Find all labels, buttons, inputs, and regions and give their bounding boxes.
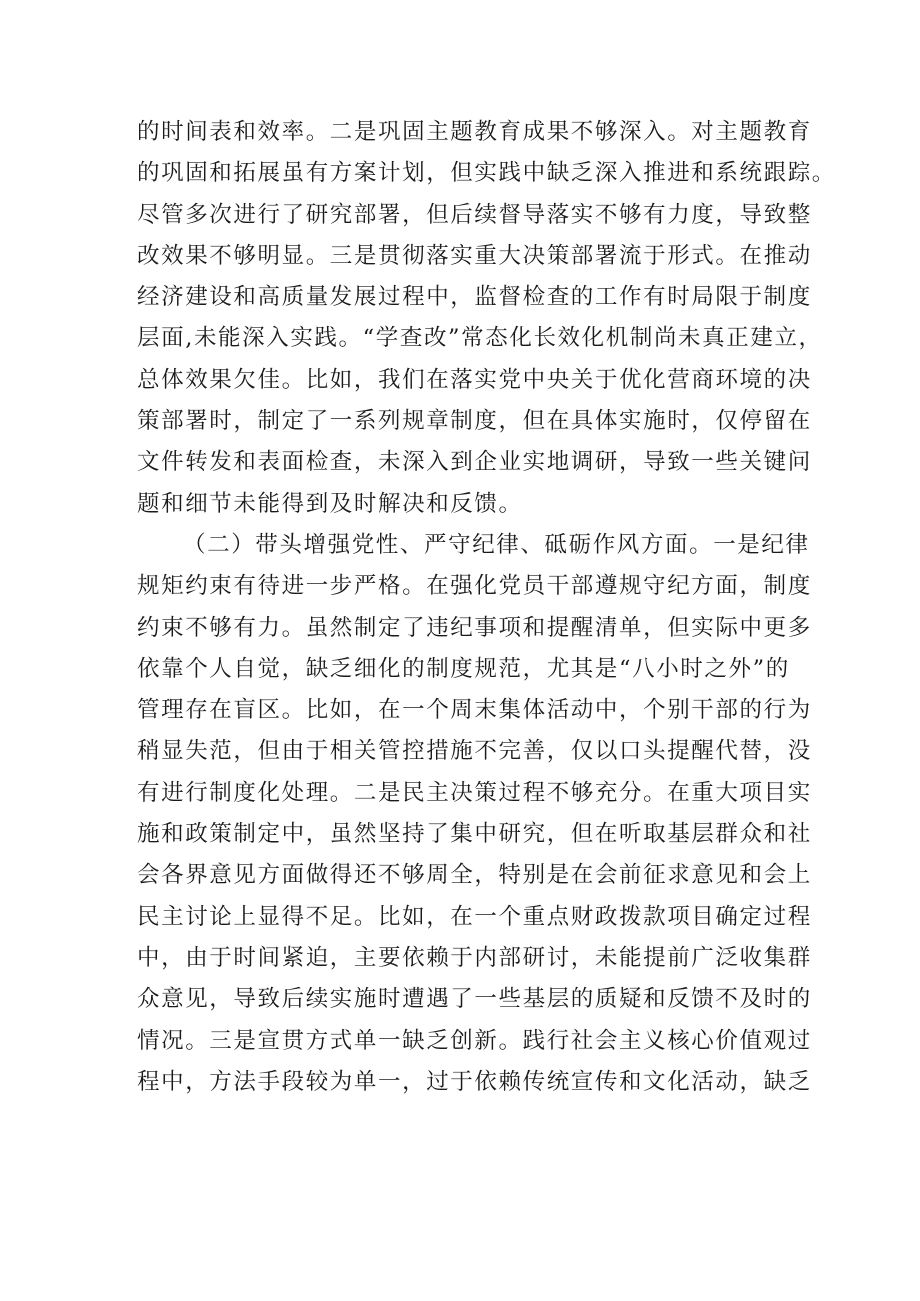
text-line: 会各界意见方面做得还不够周全，特别是在会前征求意见和会上 xyxy=(137,862,812,889)
text-line: 层面,未能深入实践。“学查改”常态化长效化机制尚未真正建立， xyxy=(137,325,823,352)
body-text xyxy=(137,112,836,1103)
text-line: 民主讨论上显得不足。比如，在一个重点财政拨款项目确定过程 xyxy=(137,903,812,930)
text-line: 约束不够有力。虽然制定了违纪事项和提醒清单，但实际中更多 xyxy=(137,614,812,641)
text-line: 文件转发和表面检查，未深入到企业实地调研，导致一些关键问 xyxy=(137,449,812,476)
text-line: 改效果不够明显。三是贯彻落实重大决策部署流于形式。在推动 xyxy=(137,242,812,269)
text-line: 众意见，导致后续实施时遭遇了一些基层的质疑和反馈不及时的 xyxy=(137,986,812,1013)
text-line: 规矩约束有待进一步严格。在强化党员干部遵规守纪方面，制度 xyxy=(137,573,812,600)
text-line: 的时间表和效率。二是巩固主题教育成果不够深入。对主题教育 xyxy=(137,119,812,145)
text-line: 的巩固和拓展虽有方案计划，但实践中缺乏深入推进和系统跟踪。 xyxy=(137,160,836,187)
text-line: 经济建设和高质量发展过程中，监督检查的工作有时局限于制度 xyxy=(137,284,812,311)
text-line: 依靠个人自觉，缺乏细化的制度规范，尤其是“八小时之外”的 xyxy=(137,655,790,682)
text-line: 程中，方法手段较为单一，过于依赖传统宣传和文化活动，缺乏 xyxy=(137,1068,812,1095)
text-line: 总体效果欠佳。比如，我们在落实党中央关于优化营商环境的决 xyxy=(137,366,812,393)
text-line: 有进行制度化处理。二是民主决策过程不够充分。在重大项目实 xyxy=(137,779,812,806)
text-line: 中，由于时间紧迫，主要依赖于内部研讨，未能提前广泛收集群 xyxy=(137,944,812,971)
text-line: 管理存在盲区。比如，在一个周末集体活动中，个别干部的行为 xyxy=(137,697,812,724)
text-line: 题和细节未能得到及时解决和反馈。 xyxy=(137,490,523,517)
text-line: 稍显失范，但由于相关管控措施不完善，仅以口头提醒代替，没 xyxy=(137,738,812,765)
text-line: 情况。三是宣贯方式单一缺乏创新。践行社会主义核心价值观过 xyxy=(137,1027,812,1054)
text-line: 尽管多次进行了研究部署，但后续督导落实不够有力度，导致整 xyxy=(137,201,812,228)
text-line: 施和政策制定中，虽然坚持了集中研究，但在听取基层群众和社 xyxy=(137,821,812,848)
section-heading-line: （二）带头增强党性、严守纪律、砥砺作风方面。一是纪律 xyxy=(183,531,810,558)
text-line: 策部署时，制定了一系列规章制度，但在具体实施时，仅停留在 xyxy=(137,408,812,435)
